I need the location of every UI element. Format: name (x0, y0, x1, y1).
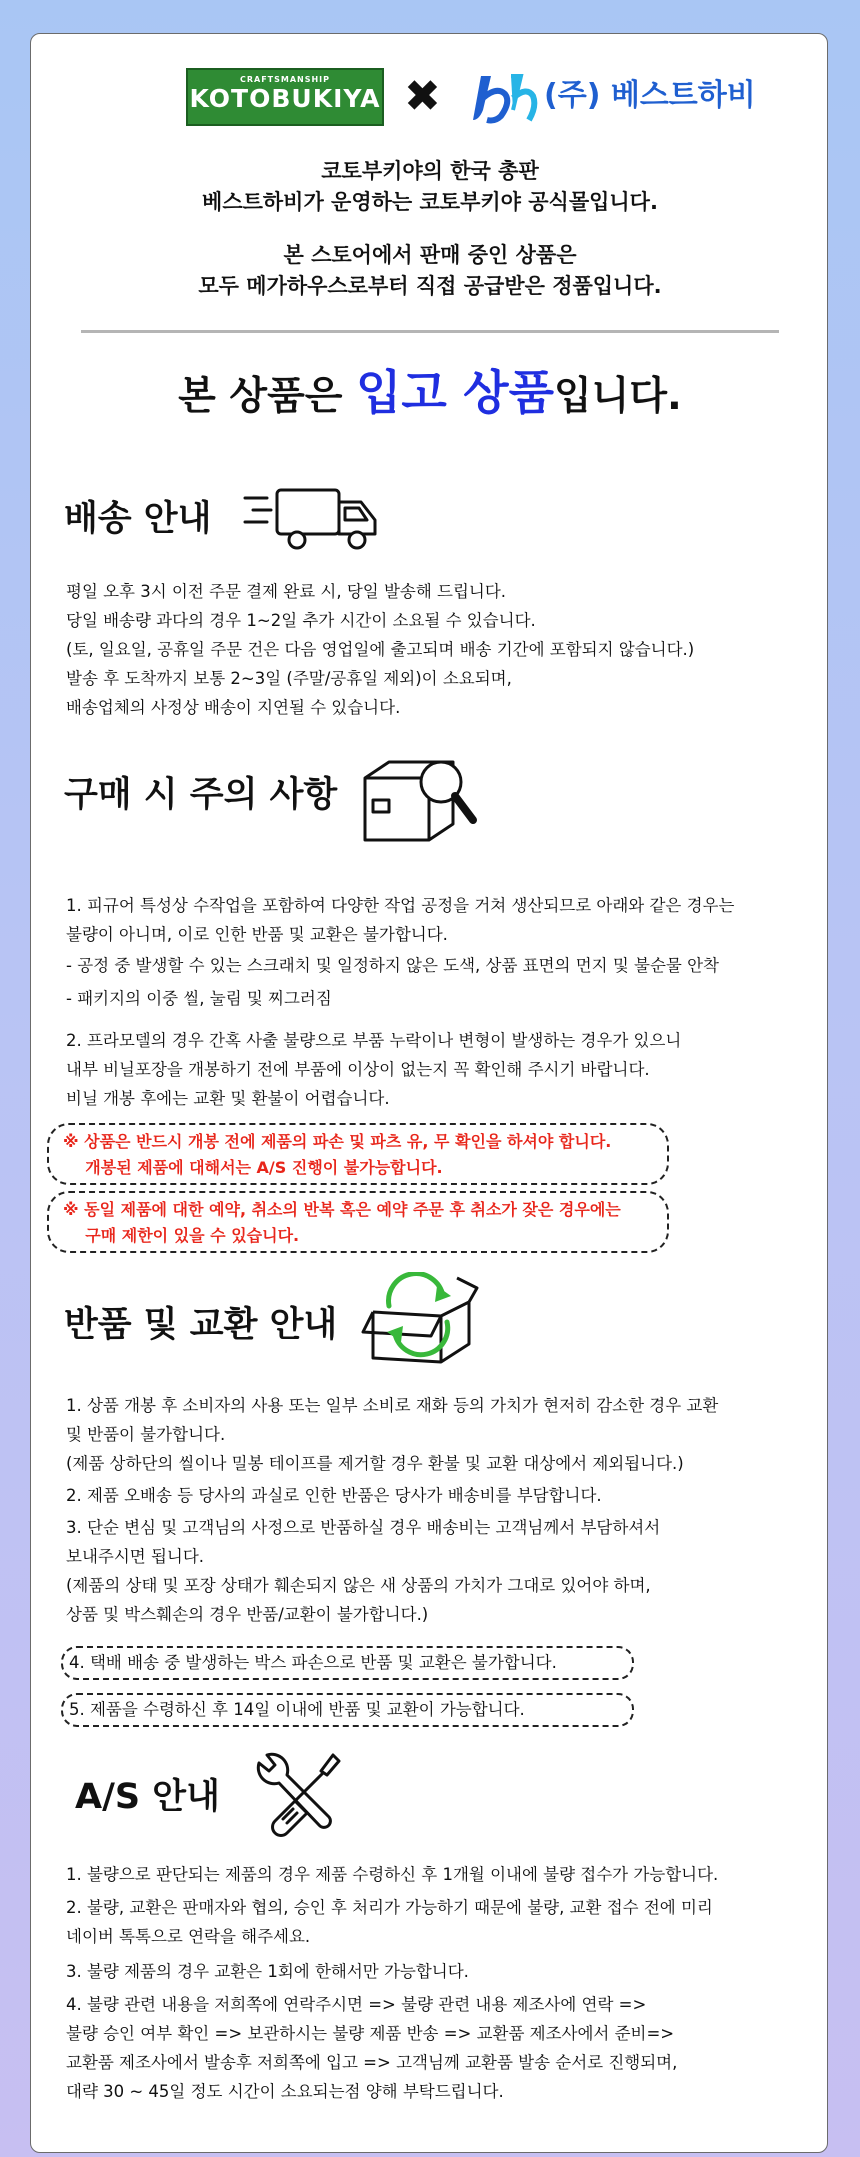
wrench-screwdriver-icon (249, 1749, 343, 1843)
as-text: 1. 불량으로 판단되는 제품의 경우 제품 수령하신 후 1개월 이내에 불량 접수가 가능합니다. 2. 불량, 교환은 판매자와 협의, 승인 후 처리가 가능하기 때문에 불량, 교환 접수 전에 미리 네이버 톡톡으로 연락을 해주세요. 3. 불량 제품의 경우 교환은 1회에 한해서만 가능합니다. 4. 불량 관련 내용을 저희쪽에 연락주시면 => 불량 관련 내용 제조사에 연락 => 불량 승인 여부 확인 => 보관하시는 불량 제품 반송 => 교환품 제조사에서 준비=> 교환품 제조사에서 발송후 저희쪽에 입고 => 고객님께 교환품 발송 순서로 진행되며, 대략 30 ~ 45일 정도 시간이 소요되는점 양해 부탁드립니다. (66, 1865, 719, 2101)
brand-header (186, 68, 766, 128)
shipping-title: 배송 안내 (64, 499, 212, 539)
returns-text: 1. 상품 개봉 후 소비자의 사용 또는 일부 소비로 재화 등의 가치가 현저히 감소한 경우 교환 및 반품이 불가합니다. (제품 상하단의 씰이나 밀봉 테이프를 제거할 경우 환불 및 교환 대상에서 제외됩니다.) 2. 제품 오배송 등 당사의 과실로 인한 반품은 당사가 배송비를 부담합니다. 3. 단순 변심 및 고객님의 사정으로 반품하실 경우 배송비는 고객님께서 부담하셔서 보내주시면 됩니다. (제품의 상태 및 포장 상태가 훼손되지 않은 새 상품의 가치가 그대로 있어야 하며, 상품 및 박스훼손의 경우 반품/교환이 불가합니다.) (66, 1396, 719, 1624)
cross-mark: ✖ (404, 71, 441, 122)
returns-pill-4: 4. 택배 배송 중 발생하는 박스 파손으로 반품 및 교환은 불가합니다. (61, 1646, 634, 1680)
caution-text-2: 2. 프라모델의 경우 간혹 사출 불량으로 부품 누락이나 변형이 발생하는 경우가 있으니 내부 비닐포장을 개봉하기 전에 부품에 이상이 없는지 꼭 확인해 주시기 바랍니다. 비닐 개봉 후에는 교환 및 환불이 어렵습니다. (66, 1031, 682, 1108)
as-title: A/S 안내 (75, 1777, 220, 1817)
info-card (30, 33, 828, 2153)
besthobby-logo-icon (471, 72, 539, 124)
notice-box-1: ※ 상품은 반드시 개봉 전에 제품의 파손 및 파츠 유, 무 확인을 하셔야 합니다. 개봉된 제품에 대해서는 A/S 진행이 불가능합니다. (47, 1123, 669, 1185)
recycle-box-icon (361, 1272, 481, 1368)
intro-block-1: 코토부키야의 한국 총판 베스트하비가 운영하는 코토부키야 공식몰입니다. (202, 159, 658, 214)
divider (81, 330, 779, 333)
delivery-truck-icon (243, 480, 389, 554)
caution-title: 구매 시 주의 사항 (64, 775, 338, 815)
caution-text-1: 1. 피규어 특성상 수작업을 포함하여 다양한 작업 공정을 거쳐 생산되므로 아래와 같은 경우는 불량이 아니며, 이로 인한 반품 및 교환은 불가합니다. - 공정 중 발생할 수 있는 스크래치 및 일정하지 않은 도색, 상품 표면의 먼지 및 불순물 안착 - 패키지의 이중 씰, 눌림 및 찌그러짐 (66, 896, 735, 1008)
returns-title: 반품 및 교환 안내 (64, 1305, 338, 1345)
notice-box-2: ※ 동일 제품에 대한 예약, 취소의 반복 혹은 예약 주문 후 취소가 잦은 경우에는 구매 제한이 있을 수 있습니다. (47, 1191, 669, 1253)
stock-headline: 본 상품은 입고 상품입니다. (178, 366, 682, 421)
kotobukiya-logo: CRAFTSMANSHIP KOTOBUKIYA (186, 68, 384, 126)
besthobby-name: (주) 베스트하비 (544, 78, 756, 113)
intro-block-2: 본 스토어에서 판매 중인 상품은 모두 메가하우스로부터 직접 공급받은 정품입니다. (198, 243, 662, 298)
shipping-text: 평일 오후 3시 이전 주문 결제 완료 시, 당일 발송해 드립니다. 당일 배송량 과다의 경우 1~2일 추가 시간이 소요될 수 있습니다. (토, 일요일, 공휴일 주문 건은 다음 영업일에 출고되며 배송 기간에 포함되지 않습니다.) 발송 후 도착까지 보통 2~3일 (주말/공휴일 제외)이 소요되며, 배송업체의 사정상 배송이 지연될 수 있습니다. (66, 582, 695, 717)
box-magnifier-icon (361, 748, 481, 844)
returns-pill-5: 5. 제품을 수령하신 후 14일 이내에 반품 및 교환이 가능합니다. (61, 1693, 634, 1727)
